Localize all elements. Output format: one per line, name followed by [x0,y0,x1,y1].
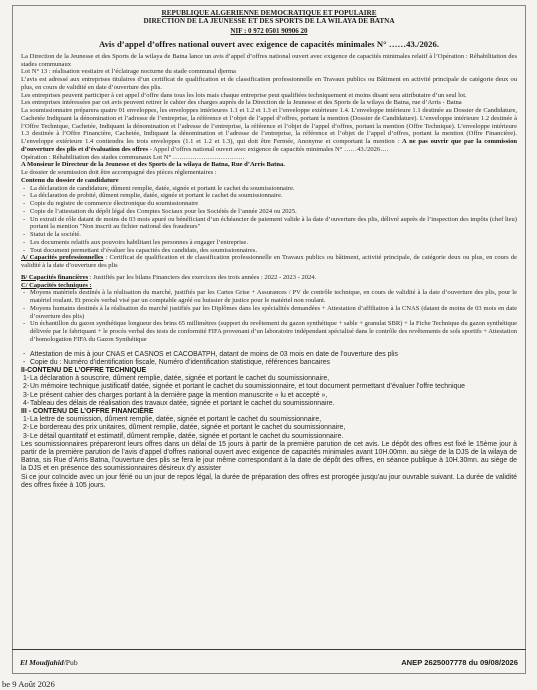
list-item: 4-Tableau des délais de réalisation des travaux datée, signée et portant le cachet du soumissionnaire. [23,399,335,407]
list-item: 3-Le détail quantitatif et estimatif, dûment remplie, datée, signée et portant le cachet du soumissionnaire. [23,432,344,440]
list-item: 1-La lettre de soumission, dûment remplie, datée, signée et portant le cachet du soumissionnaire, [23,416,322,424]
nif-number: NIF : 0 972 0501 90906 20 [230,26,308,35]
list-item: 3-Le présent cahier des charges portant à la dernière page la mention manuscrite « lu et accepté », [23,391,328,399]
list-item: - Un extrait de rôle datant de moins de 03 mois apuré ou bénéficiant d’un échéancier de paiement valide à la date d’ouverture des plis, délivré auprès de l’inspection des impôts (chef lieu) portant la mention "Non inscrit au fichier national des fraudeurs" [23,215,517,231]
list-item: - Moyens humains destinés à la réalisation du marché justifiés par les Diplômes dans les spécialités demandées + Attestation d’affiliation à la CNAS (datant de moins de 03 mois en date d’ouverture des plis) [23,304,517,320]
professional-capacities: A/ Capacités professionnelles : Certificat de qualification et de classification professionnelle en Travaux publics ou bâtiment, activité principale, de catégorie deux ou plus, en cours de validité à la date d’ouverture des plis [21,254,517,270]
tender-notice [12,5,526,674]
do-not-open-mention: A ne pas ouvrir que par la commission d’ouverture des plis et d’évaluation des offres [21,138,517,153]
notice-title: Avis d’appel d’offres national ouvert avec exigence de capacités minimales N° ……43./2026. [98,38,440,49]
technical-capacities-list [21,289,517,343]
financial-offer-list [21,416,517,441]
list-item: - Moyens matériels destinés à la réalisation du marché, justifiés par les Cartes Grise + Assurances / PV de contrôle technique, en cours de validité à la date d’ouverture des plis, pour le matériel roulant. Et procès verbal visé par un comptable agréé ou huissier de justice pour le matériel non roulant. [23,289,517,305]
direction-line: DIRECTION DE LA JEUNESSE ET DES SPORTS DE LA WILAYA DE BATNA [143,17,395,26]
technical-offer-list [21,375,517,408]
lot-line: Lot N° 13 : réalisation vestiaire et l’éclairage nocturne du stade communal djerma [21,68,236,76]
list-item: - Un échantillon du gazon synthétique longueur des brins 65 millimètres (support du revêtement du gazon synthétique + sable + granulat SBR) + la Fiche Technique du gazon synthétique délivrée par le fabriquant + le procès verbal des tests de conformité FIFA provenant d’un laboratoire indépendant spécialisé dans le contrôle des revêtements de sols sportifs + Attestation d’homologation FIFA du Gazon Synthétique [23,320,517,343]
participation-paragraph: Les entreprises peuvent participer à cet appel d’offre dans tous les lots mais chaque entreprise peut qualifiées techniquement et moins disant sera attributaire d’un seul lot. [21,91,467,99]
dossier-intro: Le dossier de soumission doit être accompagné des pièces réglementaires : [21,169,217,177]
additional-documents [21,351,517,490]
intro-paragraph: La Direction de la Jeunesse et des Sports de la wilaya de Batna lance un avis d’appel d’offres national ouvert avec exigence de capacités minimales relatif à l’Opération : Réhabilitation des stades communaux [21,52,517,68]
operation-line: Opération : Réhabilitation des stades communaux Lot N° …………………………… [21,153,245,161]
technical-offer-heading: II-CONTENU DE L’OFFRE TECHNIQUE [21,366,147,374]
notice-footer [12,649,526,674]
list-item: - Copie de l’attestation du dépôt légal des Comptes Sociaux pour les Sociétés de l’année 2024 ou 2025. [23,207,297,215]
candidature-list [21,185,517,255]
envelopes-paragraph: La soumissionnaire préparera quatre 01 enveloppes, les enveloppes intérieures 1.1 et 1.2 et 1.3 et l’enveloppe extérieure 1.4. L’enveloppe intérieure 1.1 destinée au Dossier de Candidature, Cachetée Indiquant la dénomination et l’adresse de l’entreprise, la référence et l’objet de l’appel d’offres, portant la mention (Dossier de Candidature). L’enveloppe intérieure 1.2 destinée à l’Offre Technique, Cachetée, Indiquant la dénomination et l’adresse de l’entreprise, la référence et l’objet de l’appel d’offres, portant la mention (Offre Technique). L’enveloppe intérieure 1.3 destinée à l’Offre Financière, Cachetée, Indiquant la dénomination et l’adresse de l’entreprise, la référence et l’objet de l’appel d’offres, portant la mention (Offre Financière). L’enveloppe extérieure 1.4 contiendra les trois enveloppes (1.1 et 1.2 et 1.3), qui doit être Fermée, Anonyme et comportant la mention : A ne pas ouvrir que par la commission d’ouverture des plis et d’évaluation des offres - Appel d’offres national ouvert avec exigence de capacités minimales N° ……43./2026…. [21,107,517,153]
list-item: - La déclaration de candidature, dûment remplie, datée, signée et portant le cachet du soumissionnaire. [23,184,295,192]
publisher-credit: El Moudjahid/Pub [20,657,78,667]
deadline-paragraph: Les soumissionnaires prépareront leurs offres dans un délai de 15 jours à partir de la première parution de cet avis. Le dépôt des offres est fixé le 15ème jour à partir de la première parution de l’avis d’appel d’offres national ouvert avec exigence de capacités minimales avant 10H.00mn. au siège de la DJS de la wilaya de Batna, sis Rue d’Arris Batna, l’ouverture des plis se fera le jour même correspondant à la date de dépôt des offres, en séance publique à 10H.30mn. au siège de la DJS et en présence des soumissionnaires désireux d’y assister [21,440,517,473]
withdrawal-paragraph: Les entreprises intéressées par cet avis peuvent retirer le cahier des charges auprès de la Direction de la Jeunesse et des Sports de la wilaya de Batna, rue d’Arris - Batna [21,99,462,107]
addressee-line: A Monsieur le Directeur de la Jeunesse et des Sports de la wilaya de Batna, Rue d’Arris Batna. [21,161,285,169]
holiday-paragraph: Si ce jour coïncide avec un jour férié ou un jour de repos légal, la durée de préparation des offres est prorogée jusqu’au jour ouvrable suivant. La durée de validité des offres fixée à 105 jours. [21,473,517,489]
list-item: - Copie du registre de commerce électronique du soumissionnaire [23,200,199,208]
republic-line: REPUBLIQUE ALGERIENNE DEMOCRATIQUE ET POPULAIRE [161,9,377,17]
financial-capacities: B/ Capacités financières : Justifiés par les bilans Financiers des exercices des trois années : 2022 - 2023 - 2024. [21,273,317,281]
list-item: - La déclaration de probité, dûment remplie, datée, signée et portant le cachet du soumissionnaire. [23,192,283,200]
list-item: 1-La déclaration à souscrire, dûment remplie, datée, signée et portant le cachet du soumissionnaire, [23,375,330,383]
eligibility-paragraph: L’avis est adressé aux entreprises titulaires d’un certificat de qualification et de classification professionnelle en Travaux publics ou Bâtiment en activité principale de catégorie deux ou plus, en cours de validité en date d’ouverture des plis. [21,76,517,91]
technical-capacities-heading: C/ Capacités techniques : [21,281,92,289]
list-item: 2-Un mémoire technique justificatif datée, signée et portant le cachet du soumissionnaire, et tout document permettant d’évaluer l’offre technique [23,383,465,391]
list-item: 2-Le bordereau des prix unitaires, dûment remplie, datée, signée et portant le cachet du soumissionnaire, [23,424,346,432]
anep-reference: ANEP 2625007778 du 09/08/2026 [401,657,518,667]
list-item: - Attestation de mis à jour CNAS et CASNOS et CACOBATPH, datant de moins de 03 mois en date de l’ouverture des plis [23,350,398,358]
notice-header [21,9,517,26]
financial-offer-heading: III - CONTENU DE L’OFFRE FINANCIÈRE [21,407,154,415]
list-item: - Les documents relatifs aux pouvoirs habilitant les personnes à engager l’entreprise. [23,238,248,246]
list-item: - Statut de la société. [23,231,81,239]
list-item: - Tout document permettant d’évaluer les capacités des candidats, des soumissionnaires. [23,246,257,254]
page-date: be 9 Août 2026 [2,679,55,689]
list-item: - Copie du : Numéro d’identification fiscale, Numéro d’identification statistique, références bancaires [23,358,330,366]
notice-body [21,53,517,490]
candidature-heading: Contenu du dossier de candidature [21,176,119,184]
